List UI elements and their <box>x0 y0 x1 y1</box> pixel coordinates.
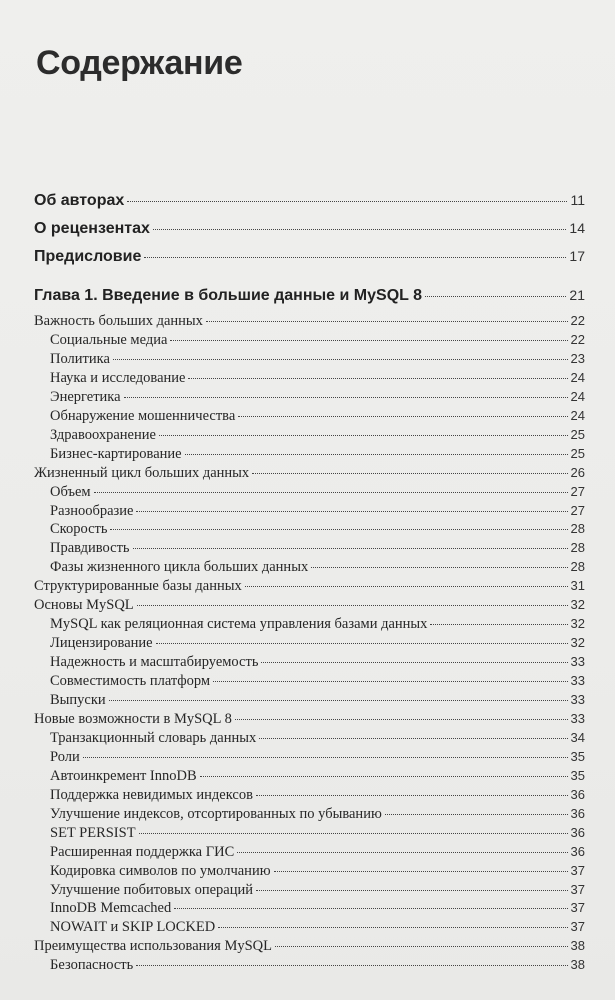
dot-leader <box>110 529 567 530</box>
toc-entry[interactable] <box>34 597 585 614</box>
dot-leader <box>170 340 567 341</box>
toc-entry-label: InnoDB Memcached <box>50 900 172 917</box>
dot-leader <box>133 548 568 549</box>
toc-entry[interactable] <box>50 749 585 766</box>
toc-page-number: 22 <box>570 313 585 328</box>
toc-chapter-entry[interactable] <box>34 248 585 266</box>
toc-page-number: 26 <box>570 464 585 480</box>
toc-entry-label: Безопасность <box>50 957 134 974</box>
toc-entry[interactable] <box>50 806 585 823</box>
dot-leader <box>83 757 568 758</box>
toc-page-number: 25 <box>570 426 585 442</box>
toc-entry-label: Роли <box>50 748 80 765</box>
toc-entry-label: Новые возможности в MySQL 8 <box>34 710 232 727</box>
dot-leader <box>235 719 568 720</box>
dot-leader <box>113 359 568 360</box>
toc-page-number: 36 <box>570 786 585 802</box>
dot-leader <box>256 795 568 796</box>
toc-page-number: 33 <box>570 673 585 689</box>
toc-page-number: 34 <box>570 729 585 745</box>
toc-page-number: 23 <box>570 350 585 366</box>
toc-entry[interactable] <box>34 938 585 955</box>
toc-entry[interactable] <box>50 351 585 368</box>
dot-leader <box>259 738 567 739</box>
toc-entry[interactable] <box>50 370 585 387</box>
dot-leader <box>127 201 567 202</box>
dot-leader <box>206 321 568 322</box>
toc-entry[interactable] <box>50 900 585 917</box>
toc-page-number: 32 <box>570 597 585 613</box>
toc-page-number: 36 <box>570 824 585 840</box>
dot-leader <box>159 435 568 436</box>
dot-leader <box>109 700 568 701</box>
dot-leader <box>136 511 567 512</box>
toc-chapter-entry[interactable] <box>34 220 585 238</box>
toc-page-number: 28 <box>570 521 585 537</box>
toc-page-number: 24 <box>570 407 585 423</box>
toc-entry[interactable] <box>50 540 585 557</box>
toc-entry[interactable] <box>50 768 585 785</box>
toc-entry-label: О рецензентах <box>34 220 150 237</box>
toc-entry-label: Бизнес-картирование <box>50 445 182 462</box>
toc-page-number: 11 <box>570 192 585 208</box>
toc-entry[interactable] <box>50 654 585 671</box>
toc-entry-label: Выпуски <box>50 692 106 708</box>
toc-entry-label: Важность больших данных <box>34 313 203 329</box>
dot-leader <box>218 927 567 928</box>
toc-page-number: 14 <box>569 220 585 236</box>
toc-entry-label: Улучшение побитовых операций <box>50 881 254 898</box>
toc-entry-label: Жизненный цикл больших данных <box>34 464 250 481</box>
toc-entry-label: Основы MySQL <box>34 597 134 614</box>
toc-entry[interactable] <box>50 825 585 842</box>
toc-entry[interactable] <box>50 844 585 861</box>
toc-page-number: 17 <box>569 248 585 264</box>
dot-leader <box>156 643 568 644</box>
dot-leader <box>256 890 568 891</box>
toc-page-number: 35 <box>570 767 585 783</box>
toc-entry[interactable] <box>50 427 585 444</box>
toc-entry[interactable] <box>50 559 585 576</box>
toc-entry-label: Расширенная поддержка ГИС <box>50 843 235 860</box>
toc-page-number: 38 <box>570 957 585 973</box>
toc-entry[interactable] <box>50 863 585 880</box>
dot-leader <box>94 492 568 493</box>
dot-leader <box>200 776 568 777</box>
toc-entry[interactable] <box>50 389 585 406</box>
toc-entry[interactable] <box>50 484 585 501</box>
toc-entry[interactable] <box>34 711 585 728</box>
dot-leader <box>261 662 567 663</box>
toc-entry[interactable] <box>50 957 585 974</box>
toc-chapter-entry[interactable] <box>34 287 585 305</box>
toc-page-number: 37 <box>570 862 585 878</box>
toc-entry-label: Энергетика <box>50 388 121 405</box>
toc-page-number: 37 <box>570 881 585 897</box>
toc-page-number: 22 <box>570 331 585 347</box>
toc-page-number: 32 <box>570 635 585 651</box>
dot-leader <box>188 378 567 379</box>
dot-leader <box>124 397 568 398</box>
toc-entry[interactable] <box>34 465 585 482</box>
toc-entry-label: Автоинкремент InnoDB <box>50 767 197 784</box>
toc-page-number: 24 <box>570 388 585 404</box>
dot-leader <box>275 946 568 947</box>
dot-leader <box>238 416 567 417</box>
toc-chapter-entry[interactable] <box>34 192 585 210</box>
dot-leader <box>174 908 567 909</box>
dot-leader <box>153 229 567 230</box>
toc-entry[interactable] <box>50 521 585 538</box>
toc-entry[interactable] <box>50 635 585 652</box>
dot-leader <box>311 567 567 568</box>
toc-page-number: 32 <box>570 616 585 632</box>
toc-page-number: 37 <box>570 900 585 916</box>
toc-page-number: 27 <box>570 483 585 499</box>
toc-entry-label: MySQL как реляционная система управления базами данных <box>50 616 428 633</box>
toc-page-number: 35 <box>570 748 585 764</box>
toc-entry-label: SET PERSIST <box>50 824 136 841</box>
toc-entry-label: Социальные медиа <box>50 331 168 348</box>
toc-entry-label: Преимущества использования MySQL <box>34 938 272 955</box>
toc-entry-label: Предисловие <box>34 248 142 265</box>
toc-entry-label: Разнообразие <box>50 502 134 519</box>
toc-entry[interactable] <box>50 692 585 709</box>
dot-leader <box>245 586 568 587</box>
toc-entry-label: Правдивость <box>50 540 130 557</box>
toc-page-number: 36 <box>570 843 585 859</box>
toc-page-number: 24 <box>570 369 585 385</box>
dot-leader <box>425 296 566 297</box>
toc-entry-label: Лицензирование <box>50 635 153 652</box>
toc-page-number: 37 <box>570 919 585 935</box>
dot-leader <box>136 965 567 966</box>
toc-entry[interactable] <box>50 673 585 690</box>
toc-entry-label: Глава 1. Введение в большие данные и MySQL 8 <box>34 287 422 304</box>
toc-entry-label: Кодировка символов по умолчанию <box>50 862 271 879</box>
toc-entry-label: Здравоохранение <box>50 426 156 443</box>
toc-entry-label: Обнаружение мошенничества <box>50 407 236 424</box>
dot-leader <box>430 624 567 625</box>
toc-entry-label: Транзакционный словарь данных <box>50 729 257 746</box>
toc-entry[interactable] <box>50 919 585 936</box>
toc-page-number: 25 <box>570 445 585 461</box>
dot-leader <box>237 852 567 853</box>
dot-leader <box>144 257 566 258</box>
dot-leader <box>185 454 568 455</box>
toc-entry-label: Наука и исследование <box>50 369 186 386</box>
dot-leader <box>137 605 568 606</box>
toc-entry-label: NOWAIT и SKIP LOCKED <box>50 919 216 936</box>
dot-leader <box>252 473 567 474</box>
toc-entry-label: Совместимость платформ <box>50 673 211 690</box>
toc-entry-label: Об авторах <box>34 192 125 209</box>
toc-entry[interactable] <box>50 503 585 520</box>
toc-entry[interactable] <box>50 616 585 633</box>
dot-leader <box>274 871 568 872</box>
toc-page-number: 33 <box>570 692 585 707</box>
toc-entry-label: Поддержка невидимых индексов <box>50 786 253 803</box>
toc-entry[interactable] <box>50 446 585 463</box>
toc-entry[interactable] <box>50 882 585 899</box>
toc-entry-label: Структурированные базы данных <box>34 578 242 595</box>
toc-entry[interactable] <box>50 332 585 349</box>
toc-page-number: 36 <box>570 805 585 821</box>
toc-entry[interactable] <box>50 408 585 425</box>
toc-entry-label: Объем <box>50 483 91 500</box>
toc-entry-label: Скорость <box>50 521 108 538</box>
dot-leader <box>139 833 568 834</box>
toc-page-number: 31 <box>570 578 585 594</box>
toc-page-number: 27 <box>570 502 585 518</box>
toc-entry-label: Надежность и масштабируемость <box>50 654 259 671</box>
toc-page-number: 33 <box>570 654 585 670</box>
dot-leader <box>385 814 568 815</box>
toc-entry[interactable] <box>50 730 585 747</box>
dot-leader <box>213 681 567 682</box>
toc-page-number: 28 <box>570 540 585 556</box>
toc-entry-label: Фазы жизненного цикла больших данных <box>50 559 309 576</box>
toc-page-number: 28 <box>570 559 585 575</box>
toc-page-number: 38 <box>570 938 585 954</box>
toc-entry[interactable] <box>34 313 585 330</box>
toc-entry-label: Политика <box>50 350 110 367</box>
toc-entry-label: Улучшение индексов, отсортированных по убыванию <box>50 805 382 822</box>
toc-page-number: 33 <box>570 710 585 726</box>
toc-entry[interactable] <box>34 578 585 595</box>
toc-entry[interactable] <box>50 787 585 804</box>
page-title: Содержание <box>36 44 243 82</box>
toc-page-number: 21 <box>569 287 585 303</box>
